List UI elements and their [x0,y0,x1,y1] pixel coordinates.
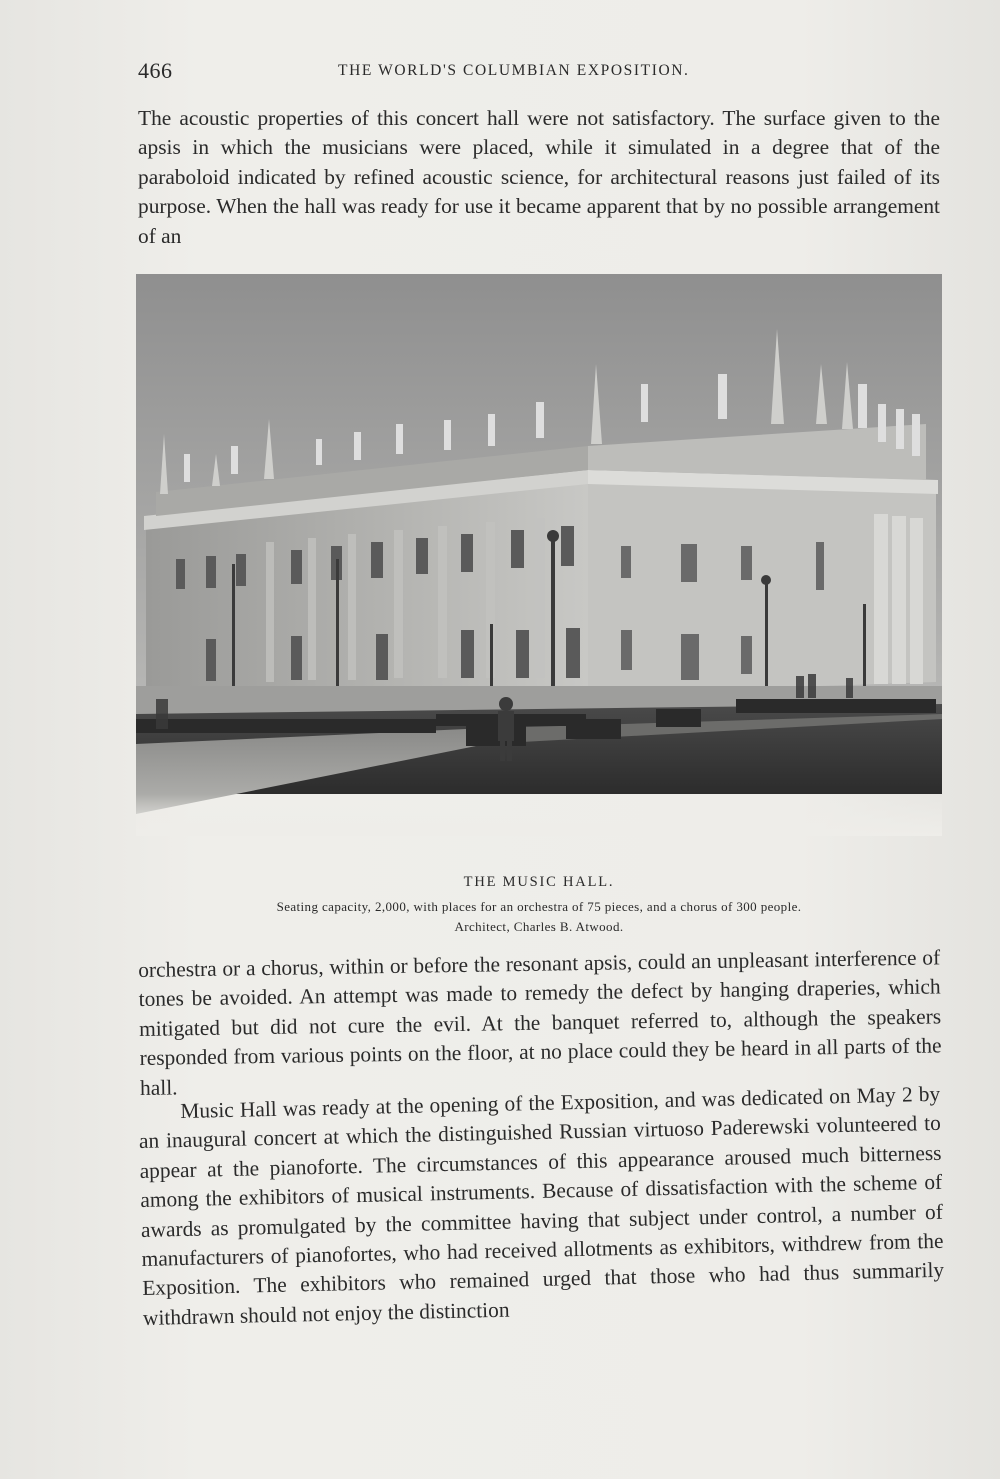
running-title: THE WORLD'S COLUMBIAN EXPOSITION. [338,62,690,79]
page-number: 466 [138,58,173,83]
running-header [138,58,938,88]
figure-caption: Seating capacity, 2,000, with places for an orchestra of 75 pieces, and a chorus of 300 people. [276,899,802,914]
figure-title: THE MUSIC HALL. [463,874,615,890]
paragraph-orchestra: orchestra or a chorus, within or before the resonant apsis, could an unpleasant interference of tones be avoided. An attempt was made to remedy the defect by hanging draperies, which mitigated but did not cure the evil. At the banquet referred to, although the speakers responded from various points on the floor, at no place could they be heard in all parts of the hall. [138,945,942,1100]
music-hall-photograph [136,274,942,836]
figure-credit: Architect, Charles B. Atwood. [454,919,624,934]
paragraph-acoustics: The acoustic properties of this concert hall were not satisfactory. The surface given to the apsis in which the musicians were placed, while it simulated in a degree that of the paraboloid indicated by refined acoustic science, for architectural reasons just failed of its purpose. When the hall was ready for use it became apparent that by no possible arrangement of an [138,106,940,248]
paragraph-music-hall: Music Hall was ready at the opening of the Exposition, and was dedicated on May 2 by an inaugural concert at which the distinguished Russian virtuoso Paderewski volunteered to appear at the pianoforte. The circumstances of this appearance aroused much bitterness among the exhibitors of musical instruments. Because of dissatisfaction with the scheme of awards as promulgated by the committee having that subject under control, a number of manufacturers of pianofortes, who had received allotments as exhibitors, withdrew from the Exposition. The exhibitors who remained urged that those who had thus summarily withdrawn should not enjoy the distinction [138,1081,945,1330]
